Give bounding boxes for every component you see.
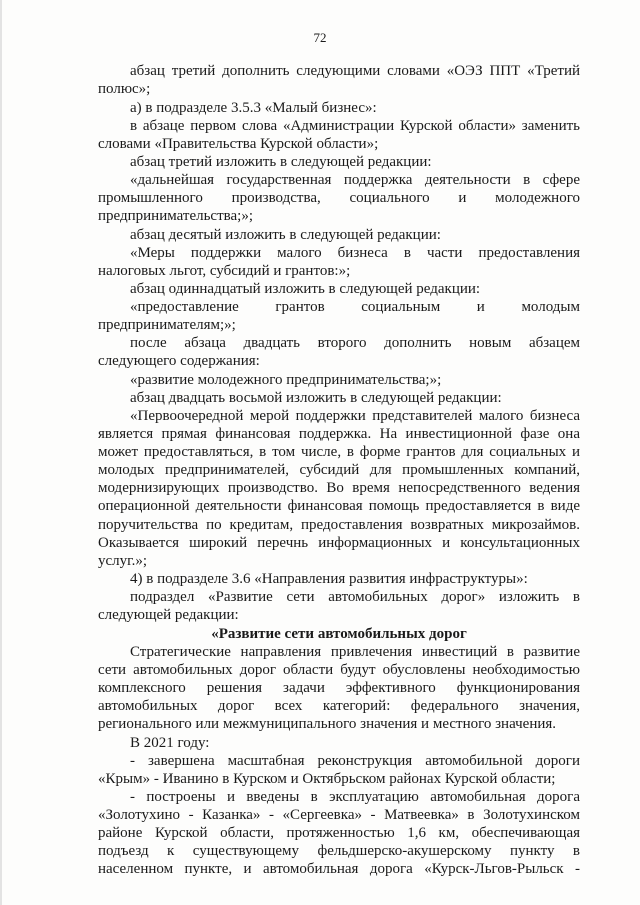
- text-line: «развитие молодежного предпринимательства;»;: [130, 372, 442, 388]
- text-line: «Золотухино - Казанка» - «Сергеевка» - Матвеевка» в Золотухинском: [98, 807, 580, 823]
- text-line: словами «Правительства Курской области»;: [98, 136, 379, 152]
- text-line: В 2021 году:: [130, 735, 210, 751]
- text-line: а) в подразделе 3.5.3 «Малый бизнес»:: [130, 100, 377, 116]
- text-line: предпринимателям;»;: [98, 317, 236, 333]
- text-line: предпринимательства;»;: [98, 208, 254, 224]
- text-line: является прямая финансовая поддержка. На инвестиционной фазе она: [98, 426, 580, 442]
- text-line: налоговых льгот, субсидий и грантов:»;: [98, 263, 351, 279]
- text-line: в абзаце первом слова «Администрации Курской области» заменить: [130, 118, 580, 134]
- text-line: «Меры поддержки малого бизнеса в части предоставления: [130, 245, 580, 261]
- text-line: «Первоочередной мерой поддержки представителей малого бизнеса: [130, 408, 580, 424]
- page-number: 72: [313, 30, 327, 45]
- text-line: автомобильных дорог всех категорий: федерального значения,: [98, 698, 580, 714]
- text-line: районе Курской области, протяженностью 1,6 км, обеспечивающая: [98, 825, 580, 841]
- text-line: комплексного решения задачи эффективного функционирования: [98, 680, 580, 696]
- text-line: абзац десятый изложить в следующей редакции:: [130, 227, 441, 243]
- text-line: может предоставляться, в том числе, в форме грантов для социальных и: [98, 444, 580, 460]
- text-line: услуг.»;: [98, 553, 148, 569]
- text-line: абзац двадцать восьмой изложить в следующей редакции:: [130, 390, 502, 406]
- text-line: после абзаца двадцать второго дополнить новым абзацем: [130, 335, 580, 351]
- text-line: 4) в подразделе 3.6 «Направления развития инфраструктуры»:: [130, 571, 528, 587]
- text-line: «Крым» - Иванино в Курском и Октябрьском районах Курской области;: [98, 771, 556, 787]
- text-line: подраздел «Развитие сети автомобильных дорог» изложить в: [130, 589, 580, 605]
- text-line: сети автомобильных дорог области будут обусловлены необходимостью: [98, 662, 580, 678]
- text-line: следующей редакции:: [98, 607, 239, 623]
- scan-edge: [0, 0, 2, 905]
- text-line: - завершена масштабная реконструкция автомобильной дороги: [130, 753, 580, 769]
- text-line: Стратегические направления привлечения инвестиций в развитие: [130, 644, 580, 660]
- text-line: «предоставление грантов социальным и молодым: [130, 299, 580, 315]
- text-line: молодых предпринимателей, субсидий для промышленных компаний,: [98, 462, 580, 478]
- text-line: регионального или межмуниципального значения и местного значения.: [98, 716, 557, 732]
- text-line: промышленного производства, социального и молодежного: [98, 190, 580, 206]
- text-line: абзац третий изложить в следующей редакции:: [130, 154, 432, 170]
- text-line: - построены и введены в эксплуатацию автомобильная дорога: [130, 789, 580, 805]
- text-line: следующего содержания:: [98, 353, 260, 369]
- text-line: модернизирующих производство. Во время непосредственного ведения: [98, 480, 580, 496]
- text-line: абзац одиннадцатый изложить в следующей редакции:: [130, 281, 481, 297]
- text-line: абзац третий дополнить следующими словами «ОЭЗ ППТ «Третий: [130, 63, 580, 79]
- text-line: операционной деятельности финансовая помощь предоставляется в виде: [98, 498, 580, 514]
- text-line: Оказывается широкий перечнь информационных и консультационных: [98, 535, 580, 551]
- text-line: поручительства по кредитам, предоставления возвратных микрозаймов.: [98, 517, 580, 533]
- text-line: «дальнейшая государственная поддержка деятельности в сфере: [130, 172, 580, 188]
- text-line: подъезд к существующему фельдшерско-акушерскому пункту в: [98, 843, 580, 859]
- text-line: полюс»;: [98, 81, 151, 97]
- section-heading: «Развитие сети автомобильных дорог: [211, 626, 467, 642]
- text-line: населенном пункте, и автомобильная дорога «Курск-Льгов-Рыльск -: [98, 861, 580, 877]
